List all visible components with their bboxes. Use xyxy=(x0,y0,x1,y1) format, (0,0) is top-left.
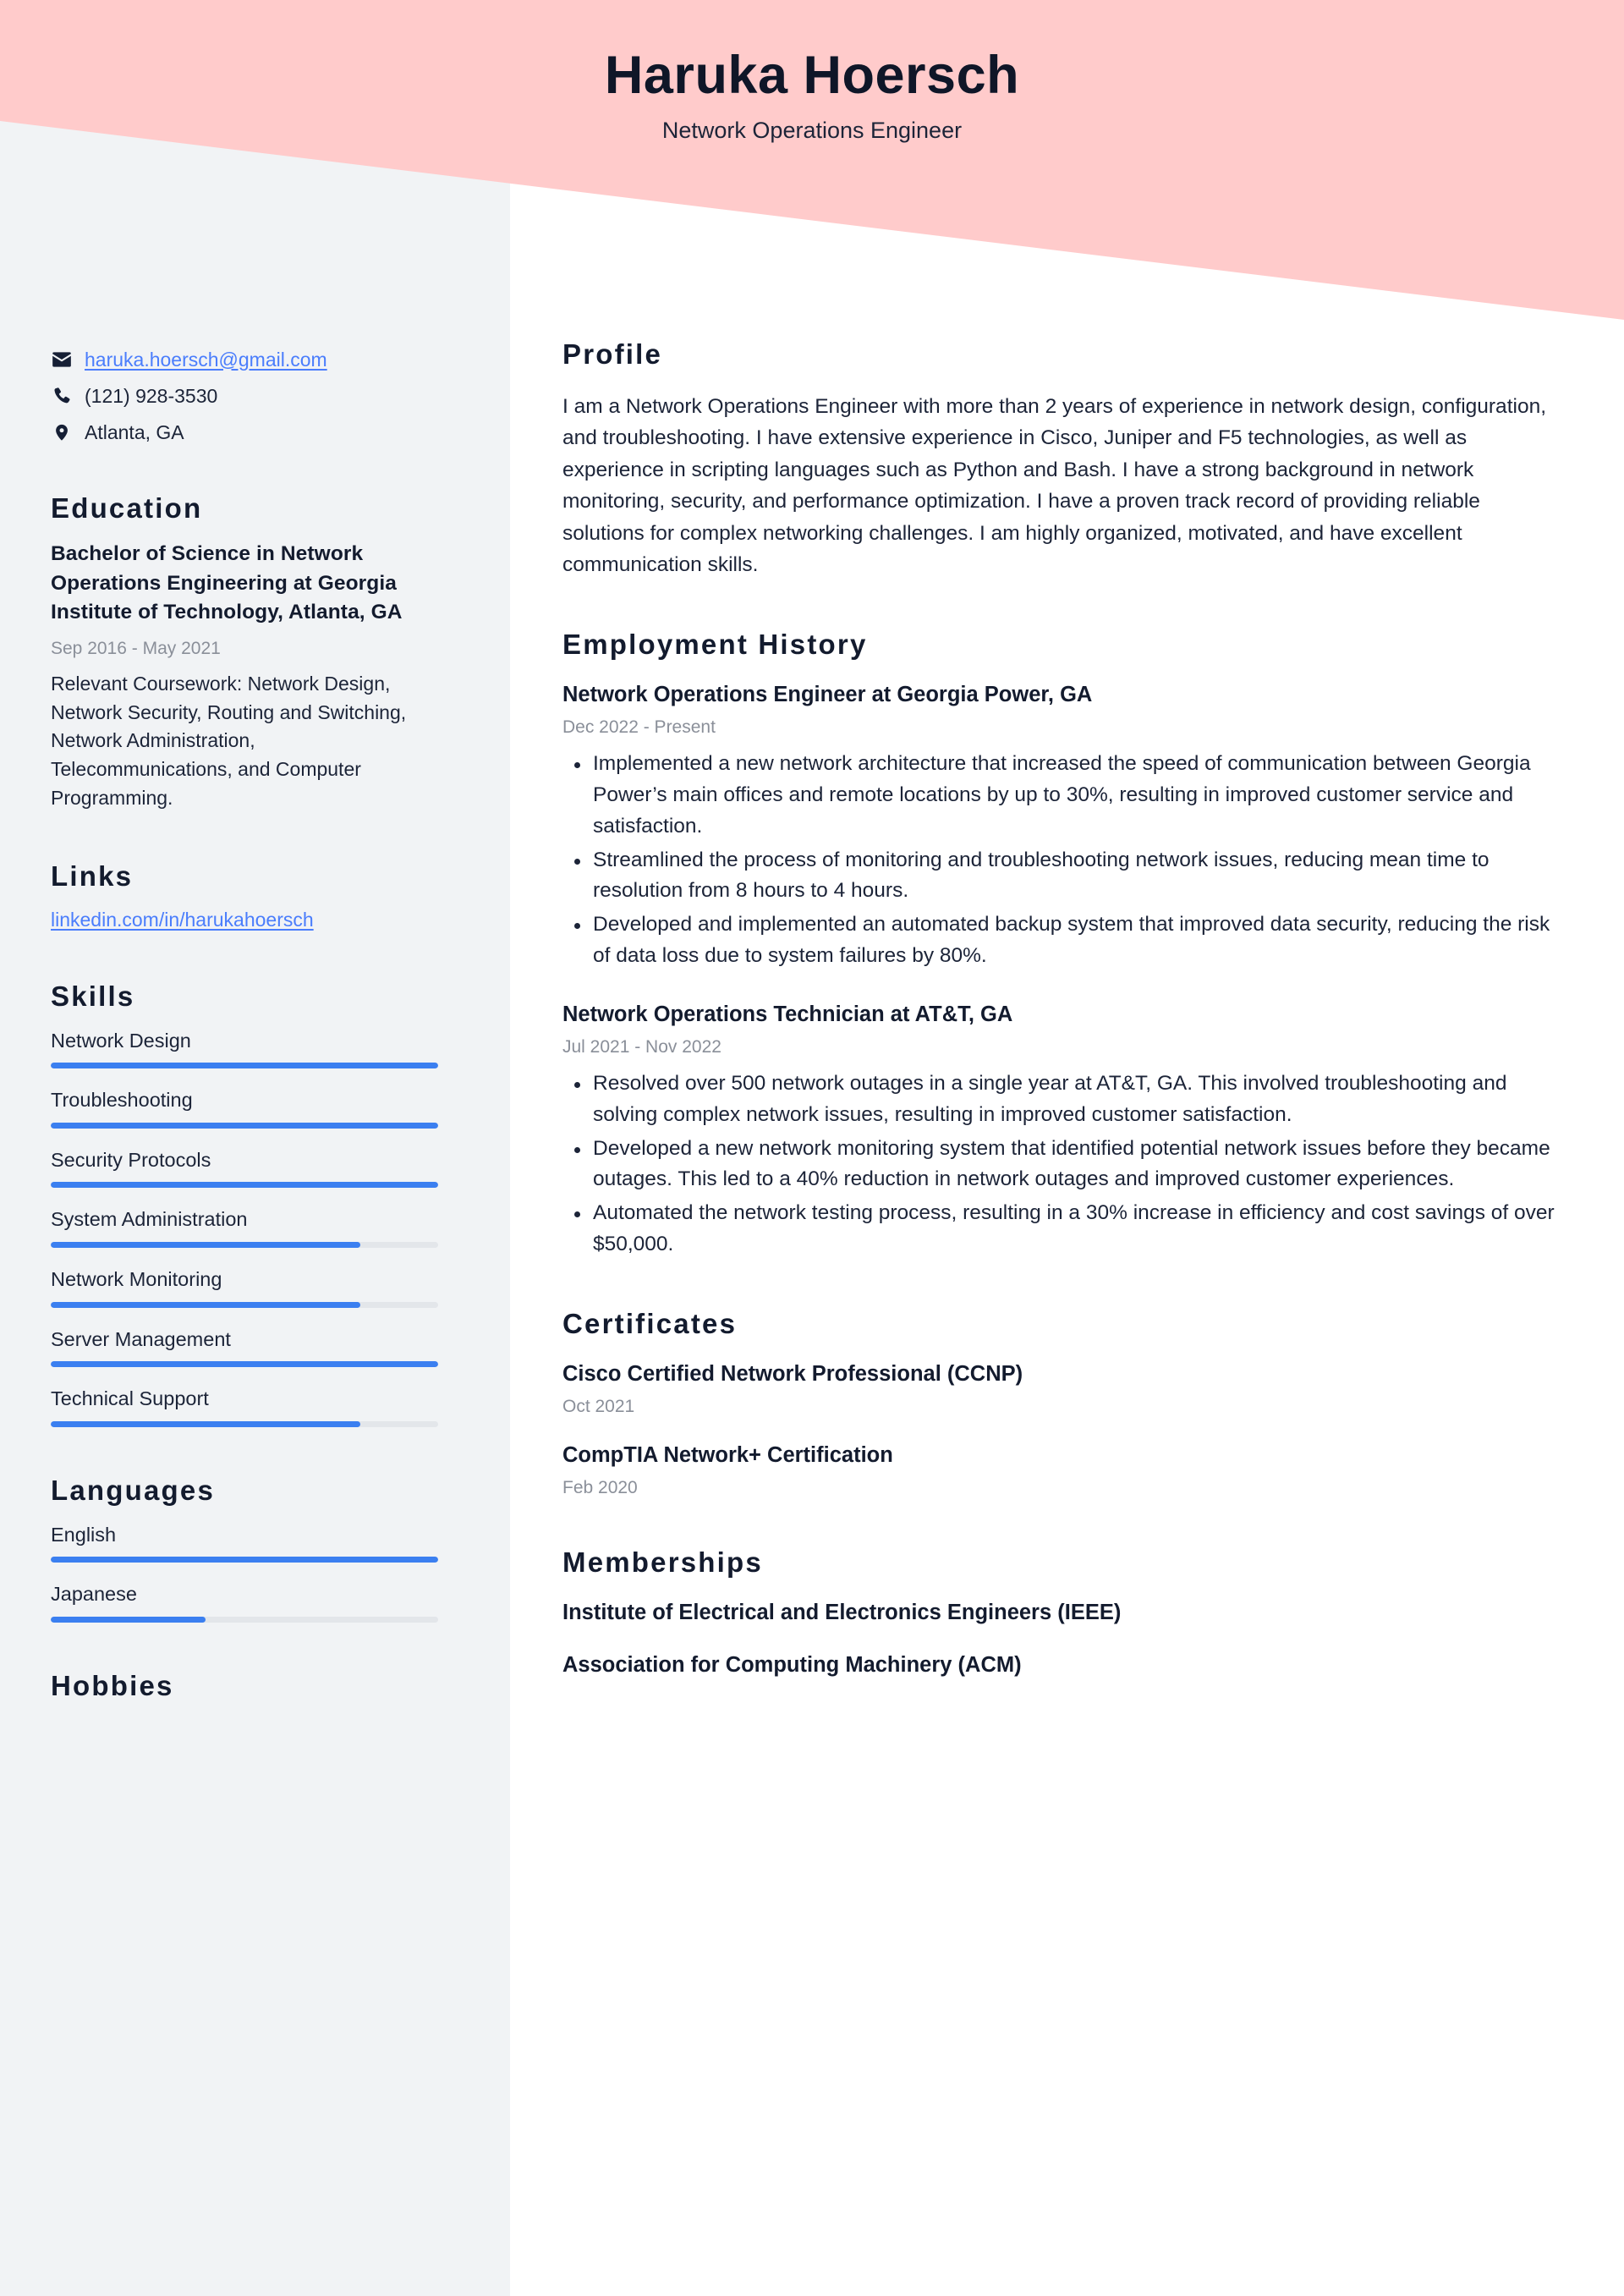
contact-location-row xyxy=(51,420,442,445)
sidebar-content xyxy=(51,338,442,1717)
job-entry xyxy=(562,681,1556,972)
skill-item xyxy=(51,1266,442,1308)
job-title: Network Operations Technician at AT&T, GA xyxy=(562,1002,1013,1026)
email-link[interactable]: haruka.hoersch@gmail.com xyxy=(85,348,327,371)
job-dates: Dec 2022 - Present xyxy=(562,717,716,738)
skill-label: Troubleshooting xyxy=(51,1089,193,1112)
job-dates: Jul 2021 - Nov 2022 xyxy=(562,1036,721,1057)
languages-heading: Languages xyxy=(51,1474,216,1506)
skill-level-bar xyxy=(51,1182,438,1188)
certificate-name: Cisco Certified Network Professional (CCNP) xyxy=(562,1361,1023,1386)
sidebar-section-hobbies xyxy=(51,1670,442,1702)
skill-level-fill xyxy=(51,1063,438,1068)
language-item xyxy=(51,1522,442,1563)
section-certificates xyxy=(562,1308,1556,1500)
contact-list xyxy=(51,347,442,445)
skill-level-fill xyxy=(51,1242,360,1248)
memberships-heading: Memberships xyxy=(562,1546,763,1579)
certificate-date: Feb 2020 xyxy=(562,1478,638,1498)
job-bullet: Resolved over 500 network outages in a single year at AT&T, GA. This involved troubleshooting and solving complex network issues, resulting in improved customer satisfaction. xyxy=(562,1068,1556,1131)
skill-label: Network Design xyxy=(51,1029,191,1052)
skill-label: Security Protocols xyxy=(51,1148,211,1171)
phone-icon xyxy=(51,385,73,407)
skill-level-bar xyxy=(51,1421,438,1427)
skill-item xyxy=(51,1206,442,1248)
languages-list xyxy=(51,1522,442,1623)
jobs-list xyxy=(562,681,1556,1261)
language-label: Japanese xyxy=(51,1583,137,1606)
skill-level-fill xyxy=(51,1361,438,1367)
main-content xyxy=(562,338,1556,1727)
profile-text: I am a Network Operations Engineer with more than 2 years of experience in network design, configuration, and troubleshooting. I have extensive experience in Cisco, Juniper and F5 technologies, as well as experience in scripting languages such as Python and Bash. I have a strong background in network monitoring, security, and performance optimization. I have a proven track record of providing reliable solutions for complex networking challenges. I am highly organized, motivated, and have excellent communication skills. xyxy=(562,395,1546,577)
sidebar-section-skills xyxy=(51,980,442,1427)
certificate-entry xyxy=(562,1442,1556,1499)
education-description: Relevant Coursework: Network Design, Network Security, Routing and Switching, Network Administration, Telecommunications, and Computer Programming. xyxy=(51,672,407,810)
contact-phone-row xyxy=(51,383,442,409)
membership-name: Association for Computing Machinery (ACM) xyxy=(562,1652,1022,1677)
employment-history-heading: Employment History xyxy=(562,628,868,660)
links-heading: Links xyxy=(51,860,134,892)
memberships-list xyxy=(562,1599,1556,1678)
location-text: Atlanta, GA xyxy=(85,420,184,443)
skill-item xyxy=(51,1327,442,1368)
job-bullet: Streamlined the process of monitoring and troubleshooting network issues, reducing mean time to resolution from 8 hours to 4 hours. xyxy=(562,845,1556,908)
skills-list xyxy=(51,1028,442,1427)
location-pin-icon xyxy=(51,421,73,443)
skill-level-bar xyxy=(51,1302,438,1308)
skill-level-fill xyxy=(51,1302,360,1308)
skill-item xyxy=(51,1386,442,1427)
job-bullet-list xyxy=(562,1068,1556,1261)
candidate-job-title: Network Operations Engineer xyxy=(661,118,963,144)
linkedin-link[interactable]: linkedin.com/in/harukahoersch xyxy=(51,908,314,931)
envelope-icon xyxy=(51,349,73,371)
skill-level-bar xyxy=(51,1123,438,1129)
education-degree: Bachelor of Science in Network Operations Engineering at Georgia Institute of Technology, Atlanta, GA xyxy=(51,542,403,624)
skill-level-bar xyxy=(51,1063,438,1068)
skills-heading: Skills xyxy=(51,980,135,1012)
skill-level-fill xyxy=(51,1421,360,1427)
language-level-bar xyxy=(51,1617,438,1623)
sidebar-section-languages xyxy=(51,1475,442,1623)
certificate-name: CompTIA Network+ Certification xyxy=(562,1442,893,1467)
job-bullet: Implemented a new network architecture that increased the speed of communication between Georgia Power’s main offices and remote locations by up to 30%, resulting in improved customer service and satisfaction. xyxy=(562,749,1556,842)
job-bullet: Automated the network testing process, resulting in a 30% increase in efficiency and cost savings of over $50,000. xyxy=(562,1198,1556,1261)
phone-number: (121) 928-3530 xyxy=(85,384,218,407)
skill-label: System Administration xyxy=(51,1208,248,1231)
language-item xyxy=(51,1581,442,1623)
contact-email-row xyxy=(51,347,442,372)
education-dates: Sep 2016 - May 2021 xyxy=(51,638,221,658)
certificates-list xyxy=(562,1360,1556,1500)
skill-item xyxy=(51,1087,442,1129)
job-title: Network Operations Engineer at Georgia Power, GA xyxy=(562,682,1093,706)
section-employment-history xyxy=(562,629,1556,1261)
section-profile xyxy=(562,338,1556,581)
job-bullet-list xyxy=(562,749,1556,971)
skill-level-fill xyxy=(51,1123,438,1129)
job-bullet: Developed and implemented an automated backup system that improved data security, reducing the risk of data loss due to system failures by 80%. xyxy=(562,909,1556,972)
sidebar-section-education xyxy=(51,492,442,813)
language-level-fill xyxy=(51,1557,438,1563)
skill-item xyxy=(51,1028,442,1069)
skill-item xyxy=(51,1147,442,1189)
profile-heading: Profile xyxy=(562,338,663,370)
section-memberships xyxy=(562,1546,1556,1678)
membership-name: Institute of Electrical and Electronics Engineers (IEEE) xyxy=(562,1601,1122,1625)
certificate-entry xyxy=(562,1360,1556,1418)
skill-level-bar xyxy=(51,1361,438,1367)
hobbies-heading: Hobbies xyxy=(51,1669,174,1701)
job-entry xyxy=(562,1001,1556,1261)
certificates-heading: Certificates xyxy=(562,1307,738,1339)
education-entry xyxy=(51,540,442,813)
language-level-fill xyxy=(51,1617,206,1623)
certificate-date: Oct 2021 xyxy=(562,1396,635,1416)
education-heading: Education xyxy=(51,492,203,524)
skill-level-bar xyxy=(51,1242,438,1248)
language-label: English xyxy=(51,1523,117,1546)
language-level-bar xyxy=(51,1557,438,1563)
job-bullet: Developed a new network monitoring system that identified potential network issues before they became outages. This led to a 40% reduction in network outages and improved customer experiences. xyxy=(562,1134,1556,1196)
sidebar-section-links xyxy=(51,860,442,933)
skill-level-fill xyxy=(51,1182,438,1188)
candidate-name: Haruka Hoersch xyxy=(604,46,1020,105)
skill-label: Network Monitoring xyxy=(51,1267,222,1290)
skill-label: Technical Support xyxy=(51,1387,209,1410)
skill-label: Server Management xyxy=(51,1327,231,1350)
